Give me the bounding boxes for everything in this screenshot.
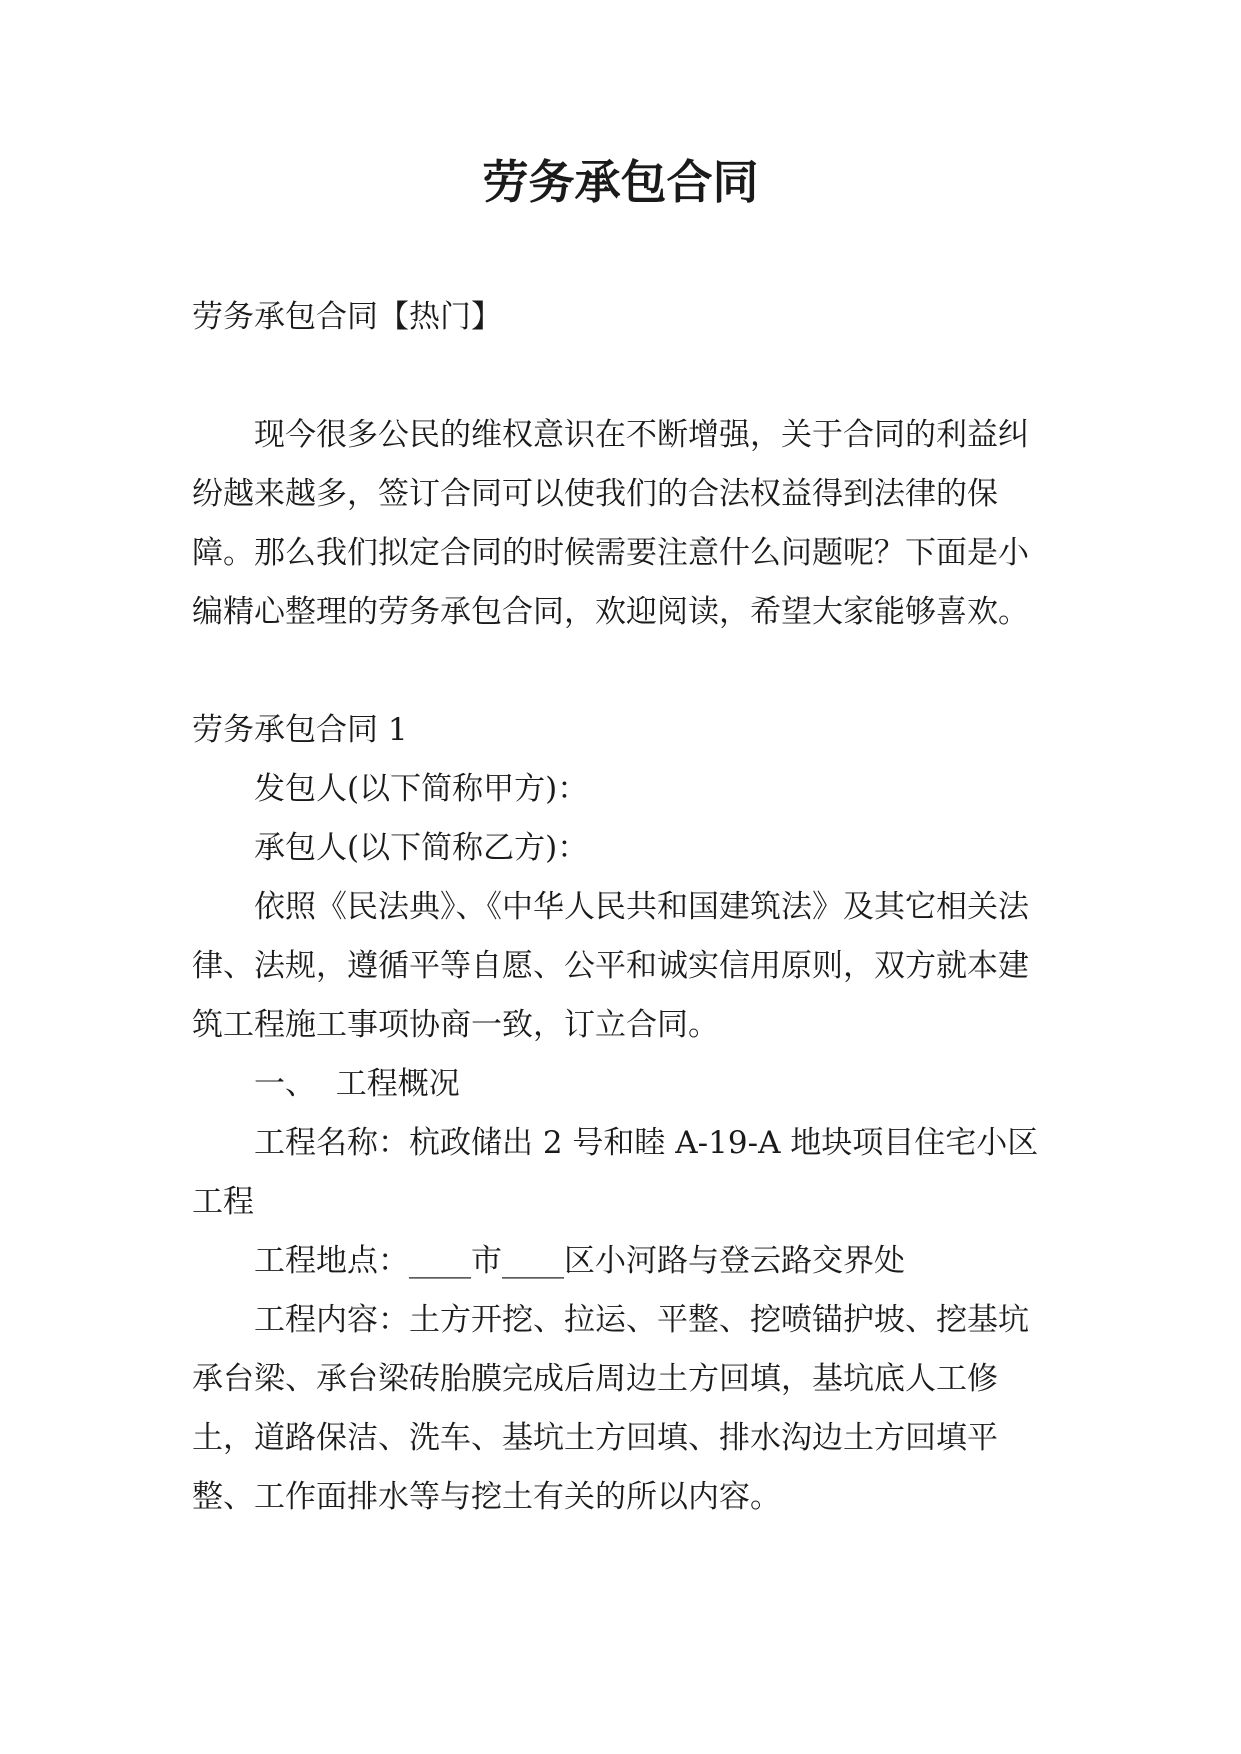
document-subtitle: 劳务承包合同【热门】 xyxy=(192,299,502,335)
party-b-line: 承包人(以下简称乙方)： xyxy=(254,830,589,866)
project-name-line: 工程名称：杭政储出 2 号和睦 A-19-A 地块项目住宅小区工程 xyxy=(192,1125,1039,1220)
document-title: 劳务承包合同 xyxy=(482,155,759,209)
project-location-line: 工程地点：____市____区小河路与登云路交界处 xyxy=(254,1243,905,1279)
party-a-line: 发包人(以下简称甲方)： xyxy=(254,771,589,807)
project-content-paragraph: 工程内容：土方开挖、拉运、平整、挖喷锚护坡、挖基坑承台梁、承台梁砖胎膜完成后周边土方回填，基坑底人工修土，道路保洁、洗车、基坑土方回填、排水沟边土方回填平整、工作面排水等与挖土有关的所以内容。 xyxy=(192,1302,1029,1515)
legal-basis-paragraph: 依照《民法典》、《中华人民共和国建筑法》及其它相关法律、法规，遵循平等自愿、公平和诚实信用原则，双方就本建筑工程施工事项协商一致，订立合同。 xyxy=(192,889,1029,1043)
document-body xyxy=(192,288,1054,1527)
intro-paragraph: 现今很多公民的维权意识在不断增强，关于合同的利益纠纷越来越多，签订合同可以使我们的合法权益得到法律的保障。那么我们拟定合同的时候需要注意什么问题呢？下面是小编精心整理的劳务承包合同，欢迎阅读，希望大家能够喜欢。 xyxy=(192,417,1029,630)
section-heading: 劳务承包合同 1 xyxy=(192,712,408,748)
clause-1-heading: 一、 工程概况 xyxy=(254,1066,460,1102)
